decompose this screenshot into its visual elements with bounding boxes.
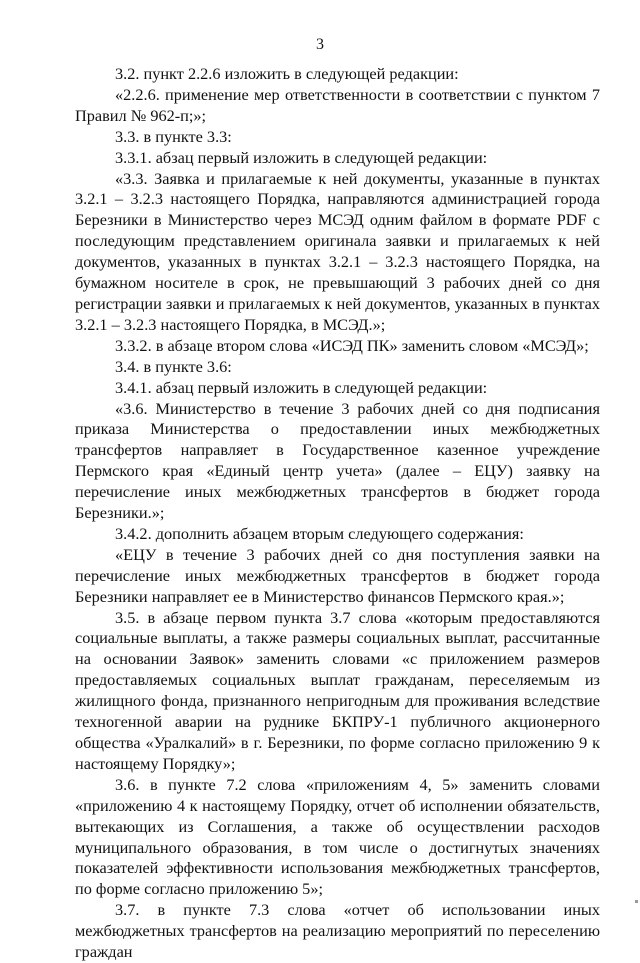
paragraph: 3.4.2. дополнить абзацем вторым следующего содержания: [115,523,524,543]
page-number: 3 [316,36,324,53]
paragraph: 3.5. в абзаце первом пункта 3.7 слова «которым предоставляются социальные выплаты, а также размеры социальных выплат, рассчитанные на основании Заявок» заменить словами «с приложением размеров предоставляемых социальных выплат гражданам, переселяемым из жилищного фонда, признанного непригодным для проживания вследствие техногенной аварии на руднике БКПРУ-1 публичного акционерного общества «Уралкалий» в г. Березники, по форме согласно приложению 9 к настоящему Порядку»; [75,607,600,773]
document-body [75,64,600,963]
paragraph: 3.7. в пункте 7.3 слова «отчет об использовании иных межбюджетных трансфертов на реализацию мероприятий по переселению граждан [75,900,600,962]
paragraph: 3.3.2. в абзаце втором слова «ИСЭД ПК» заменить словом «МСЭД»; [115,335,589,355]
scan-artifact [635,900,638,903]
paragraph: 3.3.1. абзац первый изложить в следующей редакции: [115,147,488,167]
paragraph: 3.6. в пункте 7.2 слова «приложениям 4, 5» заменить словами «приложению 4 к настоящему Порядку, отчет об исполнении обязательств, вытекающих из Соглашения, а также об осуществлении расходов муниципального образования, в том числе о достигнутых значениях показателей эффективности использования межбюджетных трансфертов, по форме согласно приложению 5»; [75,774,600,899]
paragraph: 3.4.1. абзац первый изложить в следующей редакции: [115,377,488,397]
paragraph: «ЕЦУ в течение 3 рабочих дней со дня поступления заявки на перечисление иных межбюджетных трансфертов в бюджет города Березники направляет ее в Министерство финансов Пермского края.»; [75,544,600,606]
paragraph: «3.3. Заявка и прилагаемые к ней документы, указанные в пунктах 3.2.1 – 3.2.3 настоящего Порядка, направляются администрацией города Березники в Министерство через МСЭД одним файлом в формате PDF с последующим представлением оригинала заявки и прилагаемых к ней документов, указанных в пунктах 3.2.1 – 3.2.3 настоящего Порядка, на бумажном носителе в срок, не превышающий 3 рабочих дней со дня регистрации заявки и прилагаемых к ней документов, указанных в пунктах 3.2.1 – 3.2.3 настоящего Порядка, в МСЭД.»; [75,168,600,334]
paragraph: «2.2.6. применение мер ответственности в соответствии с пунктом 7 Правил № 962-п;»; [75,84,600,125]
paragraph: 3.4. в пункте 3.6: [115,356,232,376]
paragraph: 3.3. в пункте 3.3: [115,126,232,146]
paragraph: 3.2. пункт 2.2.6 изложить в следующей редакции: [115,64,459,83]
paragraph: «3.6. Министерство в течение 3 рабочих дней со дня подписания приказа Министерства о предоставлении иных межбюджетных трансфертов направляет в Государственное казенное учреждение Пермского края «Единый центр учета» (далее – ЕЦУ) заявку на перечисление иных межбюджетных трансфертов в бюджет города Березники.»; [75,398,600,523]
